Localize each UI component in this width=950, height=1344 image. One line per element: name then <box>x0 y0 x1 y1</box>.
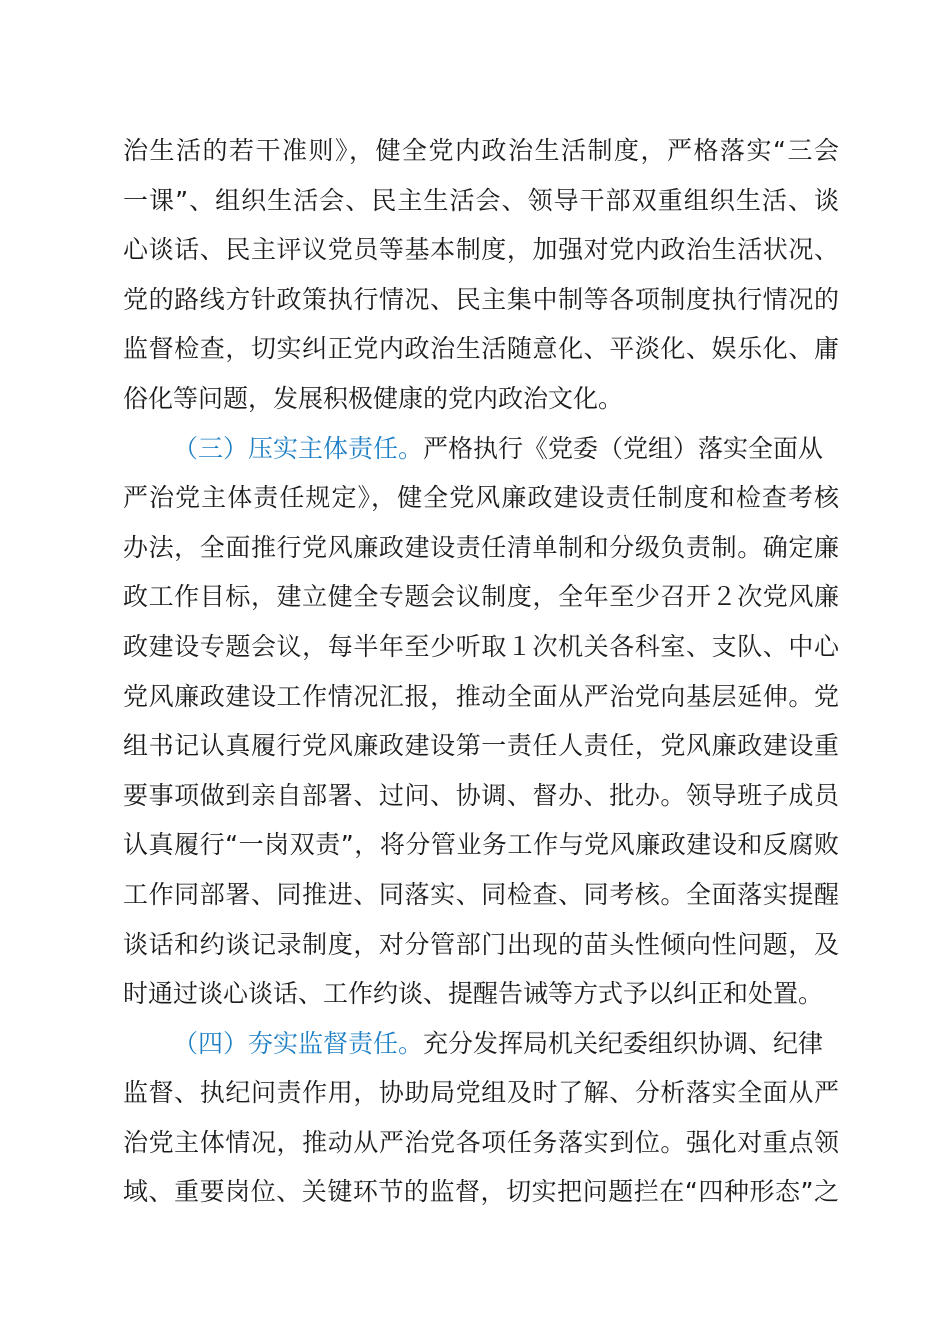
body-line: 工作同部署、同推进、同落实、同检查、同考核。全面落实提醒 <box>123 879 839 909</box>
body-line: 域、重要岗位、关键环节的监督，切实把问题拦在“四种形态”之 <box>123 1177 839 1207</box>
body-line: 一课”、组织生活会、民主生活会、领导干部双重组织生活、谈 <box>123 185 839 215</box>
section-heading-4: （四）夯实监督责任。 <box>173 1028 424 1058</box>
body-line: 认真履行“一岗双责”，将分管业务工作与党风廉政建设和反腐败 <box>123 830 839 860</box>
body-line: 政工作目标，建立健全专题会议制度，全年至少召开２次党风廉 <box>123 582 839 612</box>
body-line: 谈话和约谈记录制度，对分管部门出现的苗头性倾向性问题，及 <box>123 929 839 959</box>
section-heading-3: （三）压实主体责任。 <box>173 433 424 463</box>
paragraph-first-line <box>123 1019 839 1069</box>
document-body <box>123 126 839 1217</box>
body-line: 党风廉政建设工作情况汇报，推动全面从严治党向基层延伸。党 <box>123 681 839 711</box>
body-line: 治生活的若干准则》，健全党内政治生活制度，严格落实“三会 <box>123 136 839 165</box>
body-line: 严治党主体责任规定》，健全党风廉政建设责任制度和检查考核 <box>123 483 839 513</box>
body-line: 组书记认真履行党风廉政建设第一责任人责任，党风廉政建设重 <box>123 731 839 761</box>
body-line: 办法，全面推行党风廉政建设责任清单制和分级负责制。确定廉 <box>123 532 839 562</box>
body-line: 党的路线方针政策执行情况、民主集中制等各项制度执行情况的 <box>123 284 839 314</box>
body-line: 要事项做到亲自部署、过问、协调、督办、批办。领导班子成员 <box>123 780 839 810</box>
body-line: 监督检查，切实纠正党内政治生活随意化、平淡化、娱乐化、庸 <box>123 334 839 364</box>
body-line: 治党主体情况，推动从严治党各项任务落实到位。强化对重点领 <box>123 1127 839 1157</box>
body-line: 政建设专题会议，每半年至少听取１次机关各科室、支队、中心 <box>123 631 839 661</box>
body-text: 严格执行《党委（党组）落实全面从 <box>423 433 824 463</box>
body-line: 心谈话、民主评议党员等基本制度，加强对党内政治生活状况、 <box>123 235 839 265</box>
body-line: 监督、执纪问责作用，协助局党组及时了解、分析落实全面从严 <box>123 1078 839 1108</box>
body-line: 时通过谈心谈话、工作约谈、提醒告诫等方式予以纠正和处置。 <box>123 979 824 1009</box>
body-line: 俗化等问题，发展积极健康的党内政治文化。 <box>123 383 624 413</box>
body-text: 充分发挥局机关纪委组织协调、纪律 <box>423 1028 824 1058</box>
paragraph-first-line <box>123 424 839 474</box>
